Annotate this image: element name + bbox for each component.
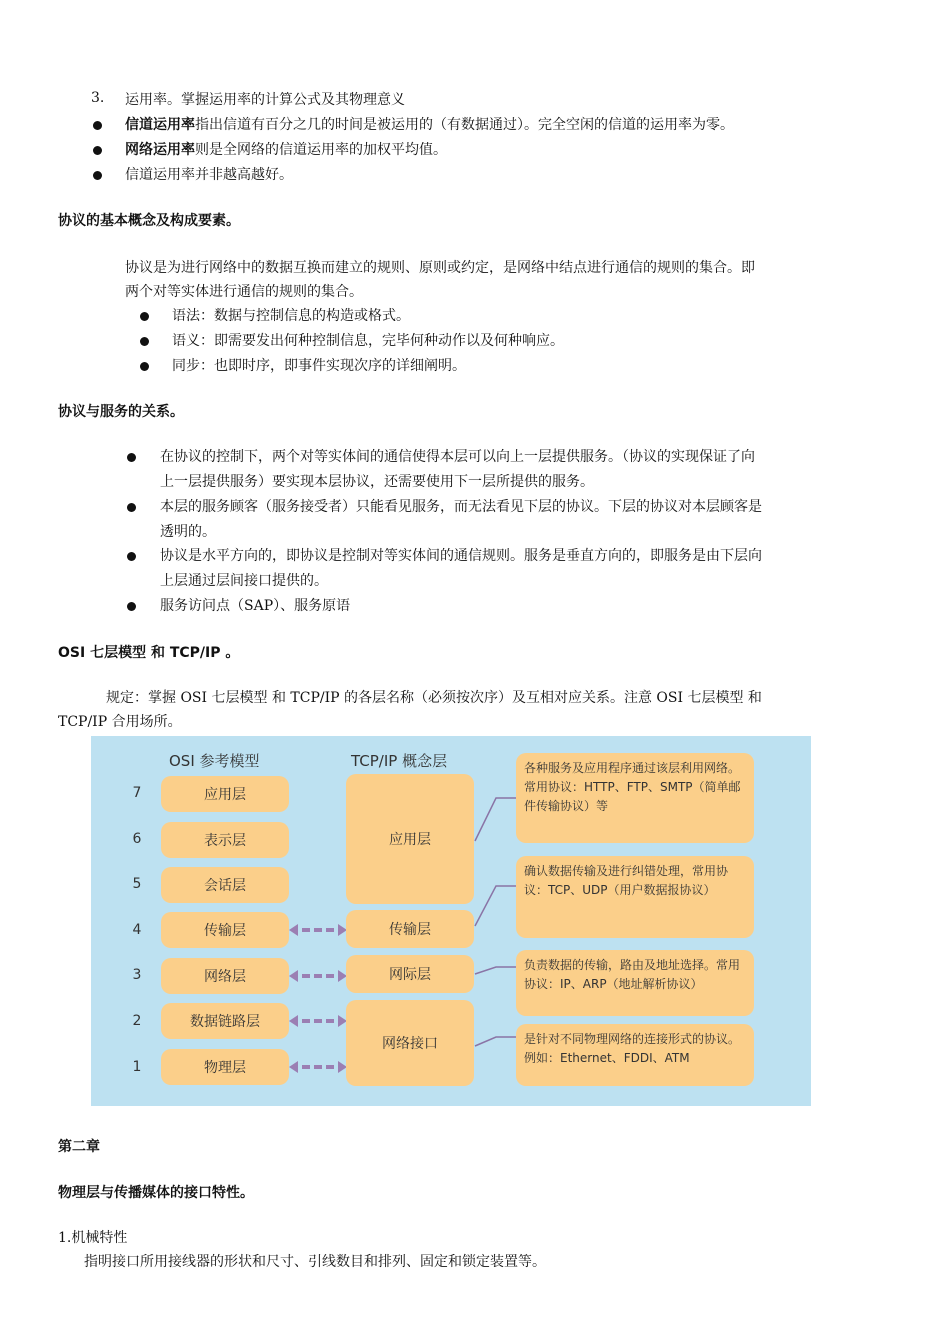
- protocol-element-timing: 同步：也即时序，即事件实现次序的详细阐明。: [172, 358, 466, 374]
- bullet-icon: [93, 171, 102, 180]
- bullet-icon: [93, 121, 102, 130]
- usage-bullet-1: 信道运用率指出信道有百分之几的时间是被运用的（有数据通过）。完全空闲的信道的运用率为零。: [125, 117, 734, 133]
- osi-layer-presentation: 表示层: [161, 822, 289, 858]
- bullet-icon: [140, 362, 149, 371]
- physical-layer-heading: 物理层与传播媒体的接口特性。: [58, 1185, 254, 1201]
- tcpip-layer-internet: 网际层: [346, 955, 474, 993]
- service-item-2-line2: 透明的。: [160, 524, 216, 540]
- double-arrow-icon: [289, 1013, 347, 1029]
- osi-layer-session: 会话层: [161, 867, 289, 903]
- osi-tcpip-diagram: [91, 736, 811, 1106]
- bullet-icon: [140, 312, 149, 321]
- osi-layer-physical: 物理层: [161, 1049, 289, 1085]
- protocol-definition-line2: 两个对等实体进行通信的规则的集合。: [125, 284, 363, 300]
- protocol-heading: 协议的基本概念及构成要素。: [58, 213, 240, 229]
- mechanical-title: 1.机械特性: [58, 1230, 128, 1246]
- chapter-heading: 第二章: [58, 1139, 100, 1155]
- layer-number-5: 5: [132, 876, 142, 892]
- double-arrow-icon: [289, 922, 347, 938]
- note-network-interface: 是针对不同物理网络的连接形式的协议。例如：Ethernet、FDDI、ATM: [516, 1024, 754, 1086]
- note-internet: 负责数据的传输，路由及地址选择。常用协议：IP、ARP（地址解析协议）: [516, 950, 754, 1016]
- service-heading: 协议与服务的关系。: [58, 404, 184, 420]
- note-application: 各种服务及应用程序通过该层利用网络。常用协议：HTTP、FTP、SMTP（简单邮件传输协议）等: [516, 753, 754, 843]
- tcpip-layer-transport: 传输层: [346, 910, 474, 948]
- layer-number-2: 2: [132, 1013, 142, 1029]
- tcpip-layer-network-interface: 网络接口: [346, 1000, 474, 1086]
- layer-number-7: 7: [132, 785, 142, 801]
- double-arrow-icon: [289, 1059, 347, 1075]
- bullet-icon: [127, 552, 136, 561]
- osi-layer-application: 应用层: [161, 776, 289, 812]
- service-item-1-line1: 在协议的控制下，两个对等实体间的通信使得本层可以向上一层提供服务。（协议的实现保证了向: [160, 449, 755, 465]
- bullet-icon: [127, 453, 136, 462]
- protocol-element-semantics: 语义：即需要发出何种控制信息，完毕何种动作以及何种响应。: [172, 333, 564, 349]
- layer-number-1: 1: [132, 1059, 142, 1075]
- service-item-2-line1: 本层的服务顾客（服务接受者）只能看见服务，而无法看见下层的协议。下层的协议对本层顾客是: [160, 499, 762, 515]
- usage-bullet-2: 网络运用率则是全网络的信道运用率的加权平均值。: [125, 142, 447, 158]
- usage-heading: 运用率。掌握运用率的计算公式及其物理意义: [125, 92, 405, 108]
- osi-layer-datalink: 数据链路层: [161, 1003, 289, 1039]
- tcpip-layer-header: TCP/IP 概念层: [351, 752, 448, 770]
- service-item-4: 服务访问点（SAP）、服务原语: [160, 598, 351, 614]
- bullet-icon: [127, 602, 136, 611]
- bullet-icon: [140, 337, 149, 346]
- osi-note-line2: TCP/IP 合用场所。: [58, 714, 182, 730]
- note-transport: 确认数据传输及进行纠错处理，常用协议：TCP、UDP（用户数据报协议）: [516, 856, 754, 938]
- layer-number-3: 3: [132, 967, 142, 983]
- bullet-icon: [127, 503, 136, 512]
- tcpip-layer-application: 应用层: [346, 774, 474, 904]
- double-arrow-icon: [289, 968, 347, 984]
- osi-note-line1: 规定：掌握 OSI 七层模型 和 TCP/IP 的各层名称（必须按次序）及互相对应关系。注意 OSI 七层模型 和: [106, 690, 762, 706]
- mechanical-text: 指明接口所用接线器的形状和尺寸、引线数目和排列、固定和锁定装置等。: [84, 1254, 546, 1270]
- osi-heading: OSI 七层模型 和 TCP/IP 。: [58, 645, 240, 661]
- service-item-1-line2: 上一层提供服务）要实现本层协议，还需要使用下一层所提供的服务。: [160, 474, 594, 490]
- list-number: 3.: [91, 90, 105, 106]
- bullet-icon: [93, 146, 102, 155]
- protocol-element-syntax: 语法：数据与控制信息的构造或格式。: [172, 308, 410, 324]
- osi-layer-transport: 传输层: [161, 912, 289, 948]
- protocol-definition-line1: 协议是为进行网络中的数据互换而建立的规则、原则或约定，是网络中结点进行通信的规则的集合。即: [125, 260, 755, 276]
- osi-layer-network: 网络层: [161, 958, 289, 994]
- service-item-3-line2: 上层通过层间接口提供的。: [160, 573, 328, 589]
- layer-number-4: 4: [132, 922, 142, 938]
- osi-model-header: OSI 参考模型: [169, 752, 260, 770]
- usage-bullet-3: 信道运用率并非越高越好。: [125, 167, 293, 183]
- layer-number-6: 6: [132, 831, 142, 847]
- service-item-3-line1: 协议是水平方向的，即协议是控制对等实体间的通信规则。服务是垂直方向的，即服务是由下层向: [160, 548, 762, 564]
